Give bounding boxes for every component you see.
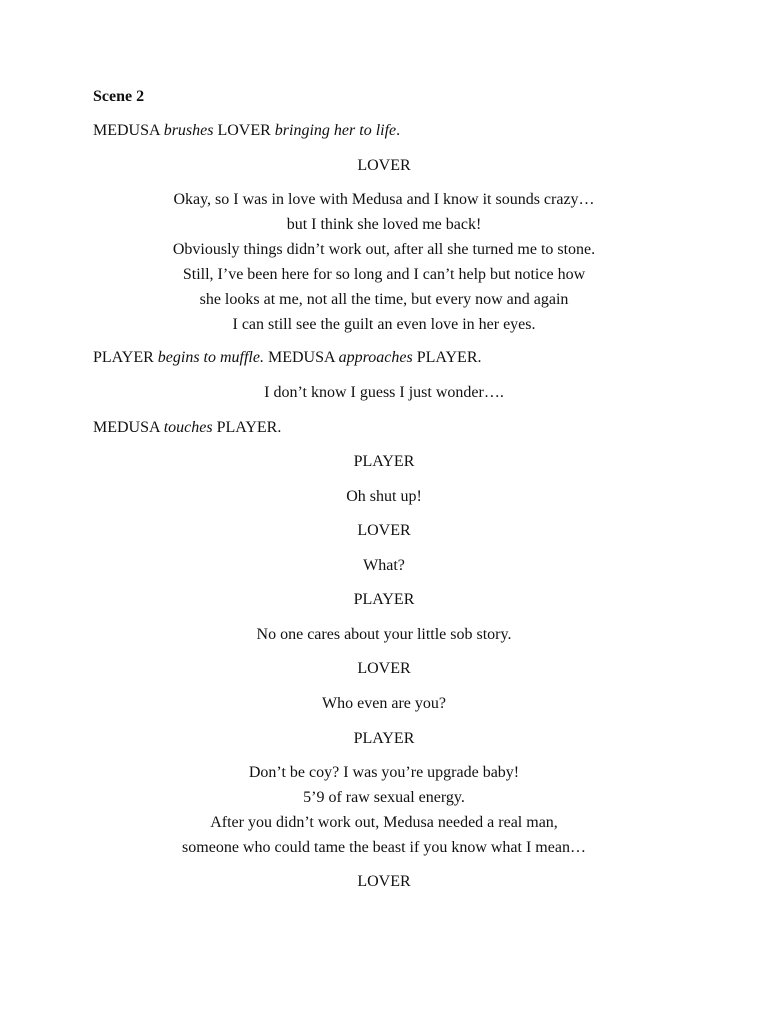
direction-action: touches	[163, 419, 213, 436]
dialogue-line: I can still see the guilt an even love in her eyes.	[232, 316, 536, 333]
dialogue-line: Okay, so I was in love with Medusa and I know it sounds crazy…	[173, 191, 595, 208]
direction-text: MEDUSA	[263, 349, 339, 366]
dialogue-line: Still, I’ve been here for so long and I can’t help but notice how	[182, 266, 586, 283]
direction-text: LOVER	[213, 122, 275, 139]
speaker-name: LOVER	[357, 660, 411, 677]
dialogue-block	[0, 187, 768, 337]
direction-text: MEDUSA	[93, 122, 164, 139]
speaker-name: PLAYER	[353, 730, 415, 747]
dialogue-line: Don’t be coy? I was you’re upgrade baby!	[248, 764, 520, 781]
direction-text: MEDUSA	[93, 419, 164, 436]
direction-text: PLAYER	[93, 349, 158, 366]
dialogue-line: No one cares about your little sob story.	[256, 626, 512, 643]
dialogue-block	[0, 760, 768, 860]
dialogue-line: Who even are you?	[322, 695, 446, 712]
direction-text: .	[396, 122, 401, 139]
stage-direction	[93, 345, 482, 370]
direction-action: approaches	[338, 349, 413, 366]
dialogue-line: Oh shut up!	[346, 488, 422, 505]
dialogue-line: someone who could tame the beast if you know what I mean…	[182, 839, 586, 856]
direction-text: PLAYER.	[212, 419, 282, 436]
dialogue-line: What?	[363, 557, 405, 574]
dialogue-line: but I think she loved me back!	[286, 216, 482, 233]
direction-action: begins to muffle.	[157, 349, 264, 366]
speaker-name: LOVER	[357, 522, 411, 539]
stage-direction	[93, 118, 400, 143]
dialogue-line: 5’9 of raw sexual energy.	[303, 789, 465, 806]
scene-heading: Scene 2	[93, 88, 145, 105]
dialogue-line: she looks at me, not all the time, but every now and again	[199, 291, 569, 308]
speaker-name: LOVER	[357, 157, 411, 174]
dialogue-line: After you didn’t work out, Medusa needed a real man,	[210, 814, 558, 831]
speaker-name: LOVER	[357, 873, 411, 890]
direction-text: PLAYER.	[412, 349, 482, 366]
direction-action: bringing her to life	[274, 122, 397, 139]
speaker-name: PLAYER	[353, 591, 415, 608]
dialogue-line: Obviously things didn’t work out, after all she turned me to stone.	[172, 241, 596, 258]
dialogue-line: I don’t know I guess I just wonder….	[264, 384, 504, 401]
direction-action: brushes	[163, 122, 214, 139]
speaker-name: PLAYER	[353, 453, 415, 470]
stage-direction	[93, 415, 281, 440]
